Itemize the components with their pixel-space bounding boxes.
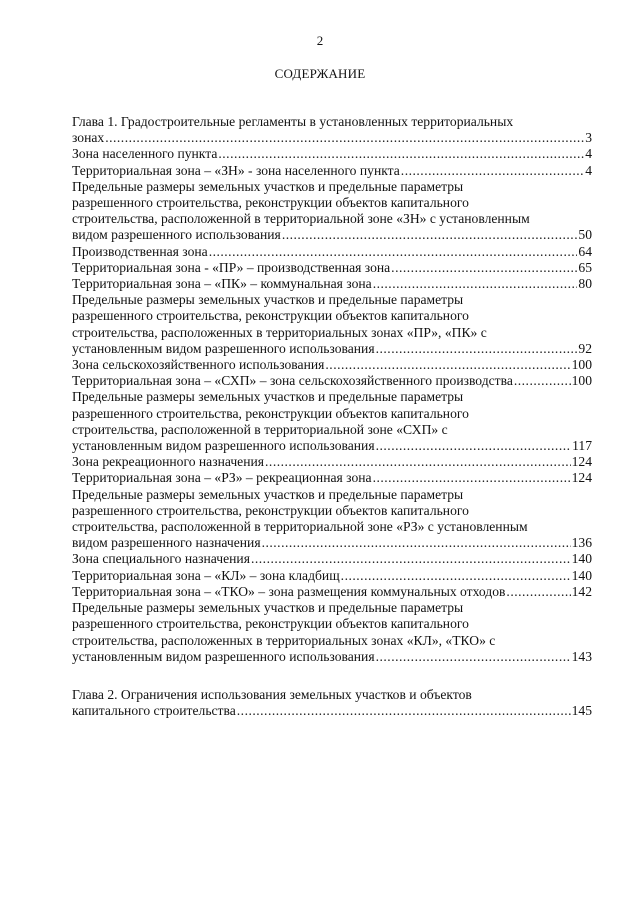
toc-entry-leader-line <box>72 438 592 454</box>
toc-entry-text-line: Предельные размеры земельных участков и предельные параметры <box>72 600 464 616</box>
toc-entry-title: Производственная зона <box>72 243 208 259</box>
toc-entry-text-line: Предельные размеры земельных участков и предельные параметры <box>72 178 464 194</box>
page-number: 2 <box>316 33 324 48</box>
toc-entry-leader-line <box>72 260 592 276</box>
toc-entry-leader-line <box>72 703 592 719</box>
toc-entry-page-number: 64 <box>578 243 592 259</box>
toc-entry[interactable] <box>72 389 592 454</box>
toc-entry-title: капитального строительства <box>72 703 236 719</box>
toc-entry[interactable] <box>72 687 592 719</box>
toc-entry-page-number: 142 <box>571 583 592 599</box>
dot-leader <box>265 454 571 470</box>
dot-leader <box>373 470 571 486</box>
toc-entry-leader-line <box>72 276 592 292</box>
dot-leader <box>325 357 570 373</box>
toc-entry-page-number: 65 <box>578 259 592 275</box>
toc-entry-text-line: разрешенного строительства, реконструкции объектов капитального <box>72 405 469 421</box>
toc-entry-text-line: разрешенного строительства, реконструкции объектов капитального <box>72 616 469 632</box>
toc-entry-page-number: 124 <box>571 454 592 470</box>
toc-entry[interactable] <box>72 276 592 292</box>
toc-entry[interactable] <box>72 244 592 260</box>
dot-leader <box>391 260 577 276</box>
toc-entry-text-line: Предельные размеры земельных участков и предельные параметры <box>72 389 464 405</box>
toc-entry-title: видом разрешенного использования <box>72 227 281 243</box>
toc-entry-title: видом разрешенного назначения <box>72 535 261 551</box>
dot-leader <box>506 584 570 600</box>
dot-leader <box>376 341 578 357</box>
toc-entry-page-number: 140 <box>571 567 592 583</box>
toc-entry-leader-line <box>72 373 592 389</box>
toc-entry-leader-line <box>72 227 592 243</box>
toc-entry-title: Зона населенного пункта <box>72 146 218 162</box>
toc-entry[interactable] <box>72 568 592 584</box>
toc-entry-title: Территориальная зона – «СХП» – зона сельскохозяйственного производства <box>72 373 513 389</box>
toc-entry[interactable] <box>72 487 592 552</box>
toc-entry-title: Территориальная зона – «РЗ» – рекреационная зона <box>72 470 372 486</box>
toc-entry[interactable] <box>72 454 592 470</box>
toc-entry-leader-line <box>72 535 592 551</box>
toc-entry-page-number: 124 <box>571 470 592 486</box>
toc-entry-text-line: разрешенного строительства, реконструкции объектов капитального <box>72 308 469 324</box>
toc-entry[interactable] <box>72 373 592 389</box>
toc-entry-text-line: строительства, расположенных в территориальных зонах «ПР», «ПК» с <box>72 324 487 340</box>
toc-entry-text-line: разрешенного строительства, реконструкции объектов капитального <box>72 502 469 518</box>
dot-leader <box>209 244 578 260</box>
toc-entry-leader-line <box>72 146 592 162</box>
dot-leader <box>282 227 578 243</box>
toc-entry-leader-line <box>72 470 592 486</box>
toc-entry-text-line: разрешенного строительства, реконструкции объектов капитального <box>72 195 469 211</box>
toc-entry-text-line: строительства, расположенных в территориальных зонах «КЛ», «ТКО» с <box>72 632 496 648</box>
toc-entry-leader-line <box>72 454 592 470</box>
toc-entry-leader-line <box>72 551 592 567</box>
toc-entry-page-number: 50 <box>578 227 592 243</box>
toc-entry-page-number: 3 <box>585 130 592 146</box>
toc-entry-page-number: 92 <box>578 340 592 356</box>
toc-title: СОДЕРЖАНИЕ <box>274 66 366 81</box>
dot-leader <box>251 551 571 567</box>
toc-entry-title: Зона специального назначения <box>72 551 250 567</box>
toc-entry[interactable] <box>72 179 592 244</box>
dot-leader <box>262 535 571 551</box>
toc-entry-leader-line <box>72 244 592 260</box>
toc-entry-text-line: Глава 1. Градостроительные регламенты в установленных территориальных <box>72 114 514 129</box>
toc-entry-title: Зона сельскохозяйственного использования <box>72 357 325 373</box>
toc-entry[interactable] <box>72 292 592 357</box>
toc-entry-title: Территориальная зона – «ЗН» - зона населенного пункта <box>72 162 400 178</box>
toc-entry-text-line: Глава 2. Ограничения использования земельных участков и объектов <box>72 686 472 702</box>
toc-entry-leader-line <box>72 163 592 179</box>
toc-entry-page-number: 4 <box>585 162 592 178</box>
dot-leader <box>341 568 571 584</box>
toc-entry-title: Территориальная зона - «ПР» – производственная зона <box>72 259 391 275</box>
toc-entry[interactable] <box>72 163 592 179</box>
toc-entry-leader-line <box>72 584 592 600</box>
toc-entry-title: зонах <box>72 130 105 146</box>
toc-entry-title: Территориальная зона – «КЛ» – зона кладбищ <box>72 567 340 583</box>
toc-entry-title: установленным видом разрешенного использования <box>72 438 375 454</box>
toc-entry-page-number: 143 <box>571 648 592 664</box>
dot-leader <box>237 703 571 719</box>
toc-entry-title: Территориальная зона – «ПК» – коммунальная зона <box>72 276 372 292</box>
toc-entry[interactable] <box>72 146 592 162</box>
toc-entry-page-number: 100 <box>571 357 592 373</box>
toc-entry-title: Зона рекреационного назначения <box>72 454 265 470</box>
dot-leader <box>373 276 578 292</box>
toc-entry-page-number: 4 <box>585 146 592 162</box>
toc-entry-leader-line <box>72 357 592 373</box>
dot-leader <box>376 438 572 454</box>
toc-entry-leader-line <box>72 130 592 146</box>
toc-entry[interactable] <box>72 551 592 567</box>
toc-entry[interactable] <box>72 600 592 665</box>
dot-leader <box>218 146 584 162</box>
toc-entry-text-line: Предельные размеры земельных участков и предельные параметры <box>72 292 464 308</box>
toc-entry[interactable] <box>72 260 592 276</box>
toc-entry-page-number: 100 <box>571 373 592 389</box>
dot-leader <box>401 163 584 179</box>
toc-entry-page-number: 145 <box>571 703 592 719</box>
dot-leader <box>105 130 584 146</box>
toc-entry-title: установленным видом разрешенного использования <box>72 340 375 356</box>
toc-entry-text-line: строительства, расположенной в территориальной зоне «РЗ» с установленным <box>72 519 528 535</box>
toc-entry[interactable] <box>72 470 592 486</box>
toc-entry-leader-line <box>72 649 592 665</box>
toc-entry-leader-line <box>72 341 592 357</box>
toc-entry-title: установленным видом разрешенного использования <box>72 648 375 664</box>
toc-entry-leader-line <box>72 568 592 584</box>
dot-leader <box>376 649 571 665</box>
toc-entry-text-line: строительства, расположенной в территориальной зоне «ЗН» с установленным <box>72 211 530 227</box>
toc-entry[interactable] <box>72 584 592 600</box>
toc-entry-text-line: Предельные размеры земельных участков и предельные параметры <box>72 486 464 502</box>
toc-entry[interactable] <box>72 114 592 146</box>
toc-entry-text-line: строительства, расположенной в территориальной зоне «СХП» с <box>72 421 448 437</box>
table-of-contents <box>72 114 592 719</box>
toc-entry-page-number: 136 <box>571 535 592 551</box>
dot-leader <box>514 373 571 389</box>
toc-entry-page-number: 80 <box>578 276 592 292</box>
toc-entry[interactable] <box>72 357 592 373</box>
toc-entry-page-number: 117 <box>572 438 592 454</box>
toc-entry-page-number: 140 <box>571 551 592 567</box>
toc-entry-title: Территориальная зона – «ТКО» – зона размещения коммунальных отходов <box>72 583 506 599</box>
